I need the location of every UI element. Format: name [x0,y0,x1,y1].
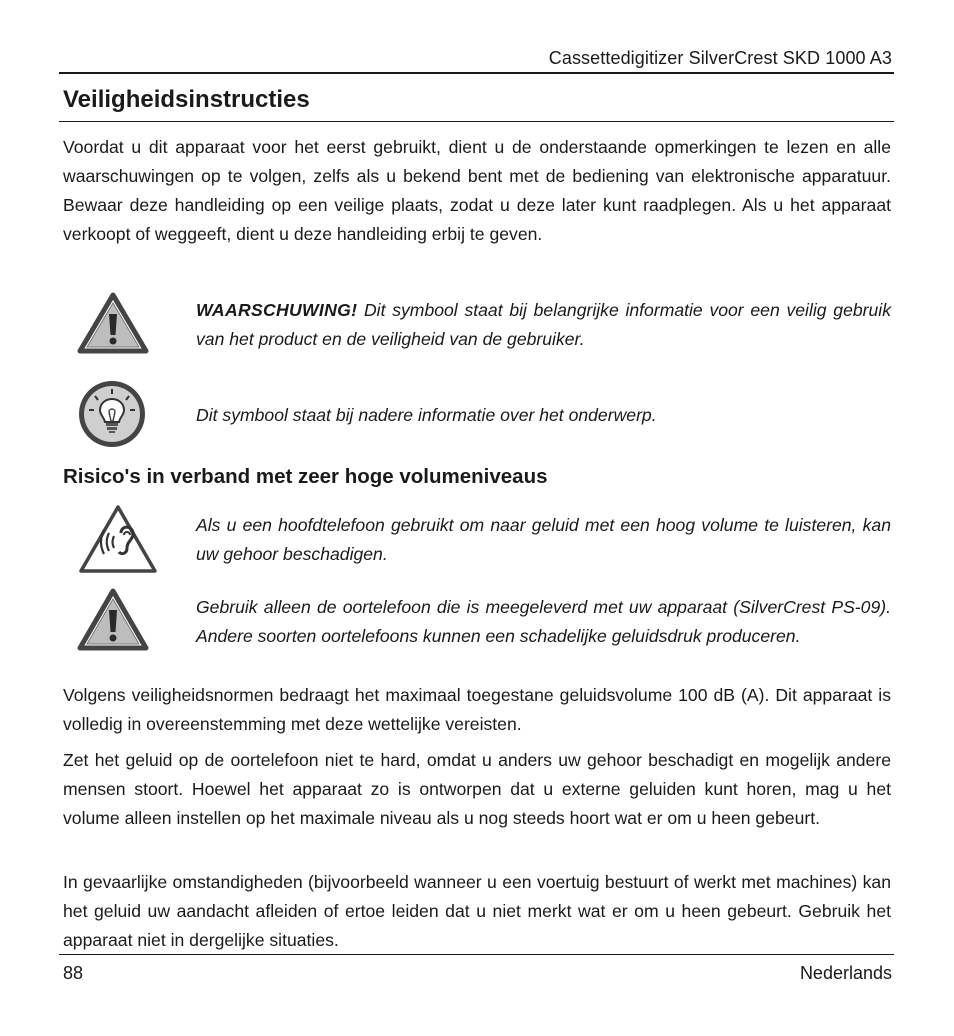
intro-paragraph: Voordat u dit apparaat voor het eerst gebruikt, dient u de onderstaande opmerkingen te lezen en alle waarschuwingen op te volgen, zelfs als u bekend bent met de bediening van elektronische apparatuur. Bewaar deze handleiding op een veilige plaats, zodat u deze later kunt raadplegen. Als u het apparaat verkoopt of weggeeft, dient u deze handleiding erbij te geven. [63,137,891,244]
running-header: Cassettedigitizer SilverCrest SKD 1000 A3 [548,48,892,68]
body-paragraph: Zet het geluid op de oortelefoon niet te hard, omdat u anders uw gehoor beschadigt en mogelijk andere mensen stoort. Hoewel het apparaat zo is ontworpen dat u externe geluiden kunt horen, mag u het volume alleen instellen op het maximale niveau als u nog steeds hoort wat er om u heen gebeurt. [63,750,891,828]
hearing-note-2: Gebruik alleen de oortelefoon die is meegeleverd met uw apparaat (SilverCrest PS-09). Andere soorten oortelefoons kunnen een schadelijke geluidsdruk produceren. [196,597,891,646]
body-paragraph: In gevaarlijke omstandigheden (bijvoorbeeld wanneer u een voertuig bestuurt of werkt met machines) kan het geluid uw aandacht afleiden of ertoe leiden dat u niet merkt wat er om u heen gebeurt. Gebruik het apparaat niet in dergelijke situaties. [63,872,891,950]
footer-language: Nederlands [799,963,892,983]
warning-label: WAARSCHUWING! [196,300,358,320]
lightbulb-icon [77,379,147,449]
warning-triangle-icon [77,292,149,354]
hearing-warning-icon [77,503,159,575]
subsection-title: Risico's in verband met zeer hoge volumeniveaus [63,465,548,488]
body-paragraph: Volgens veiligheidsnormen bedraagt het maximaal toegestane geluidsvolume 100 dB (A). Dit apparaat is volledig in overeenstemming met deze wettelijke vereisten. [63,685,891,734]
section-title: Veiligheidsinstructies [63,86,310,113]
hearing-note-1: Als u een hoofdtelefoon gebruikt om naar geluid met een hoog volume te luisteren, kan uw gehoor beschadigen. [196,515,891,564]
info-note: Dit symbool staat bij nadere informatie over het onderwerp. [196,405,657,425]
page-number: 88 [63,963,84,983]
footer-rule [59,954,894,955]
header-rule [59,72,894,74]
warning-triangle-icon [77,588,149,652]
warning-note [196,296,891,354]
warning-text: Dit symbool staat bij belangrijke informatie voor een veilig gebruik van het product en de veiligheid van de gebruiker. [196,300,891,349]
section-title-rule [59,121,894,122]
